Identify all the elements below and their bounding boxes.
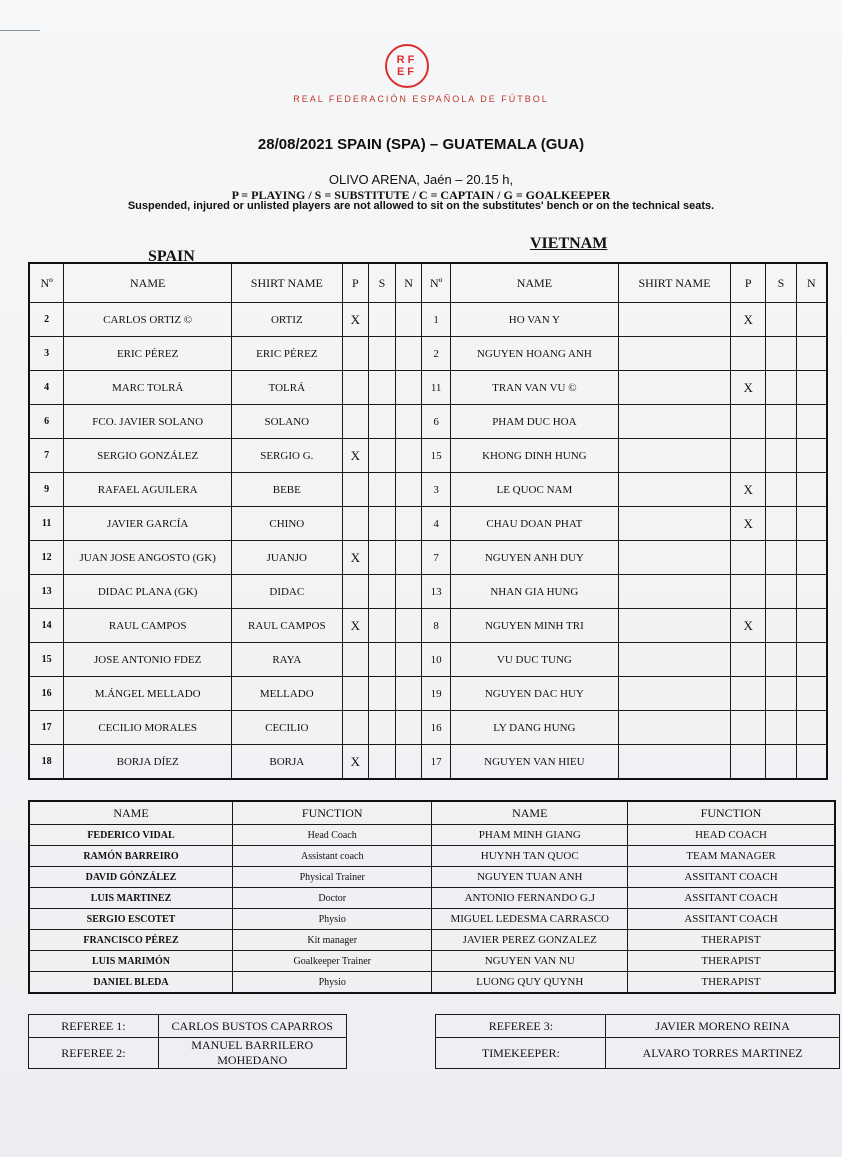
away-team-title: VIETNAM	[530, 235, 608, 252]
away-player-name: TRAN VAN VU ©	[450, 371, 618, 405]
home-col-name: NAME	[64, 263, 232, 303]
away-player-n-mark	[796, 541, 827, 575]
away-player-n-mark	[796, 575, 827, 609]
legend-line: P = PLAYING / S = SUBSTITUTE / C = CAPTAIN / G = GOALKEEPER	[231, 188, 611, 202]
away-staff-col-function: FUNCTION	[628, 801, 836, 825]
away-staff-name: MIGUEL LEDESMA CARRASCO	[432, 909, 628, 930]
home-staff-name: DAVID GÓNZÁLEZ	[29, 867, 232, 888]
staff-row	[29, 825, 835, 846]
home-player-name: JAVIER GARCÍA	[64, 507, 232, 541]
away-player-playing-mark	[731, 541, 766, 575]
referee2-label: REFEREE 2:	[29, 1038, 159, 1069]
home-player-shirt-name: SOLANO	[232, 405, 342, 439]
away-player-playing-mark: X	[731, 473, 766, 507]
home-staff-name: LUIS MARIMÓN	[29, 951, 232, 972]
home-player-name: CECILIO MORALES	[64, 711, 232, 745]
home-player-number: 13	[29, 575, 64, 609]
away-player-playing-mark	[731, 745, 766, 780]
home-player-n-mark	[395, 541, 422, 575]
home-player-substitute-mark	[369, 405, 396, 439]
away-player-name: NGUYEN HOANG ANH	[450, 337, 618, 371]
away-player-number: 11	[422, 371, 451, 405]
player-row	[29, 303, 827, 337]
away-player-name: NGUYEN ANH DUY	[450, 541, 618, 575]
away-player-name: NGUYEN DAC HUY	[450, 677, 618, 711]
home-player-number: 17	[29, 711, 64, 745]
away-player-playing-mark	[731, 711, 766, 745]
rfef-logo	[385, 44, 429, 88]
home-player-number: 12	[29, 541, 64, 575]
away-player-n-mark	[796, 303, 827, 337]
away-player-playing-mark: X	[731, 507, 766, 541]
home-player-number: 14	[29, 609, 64, 643]
away-player-number: 7	[422, 541, 451, 575]
player-row	[29, 643, 827, 677]
home-player-shirt-name: BORJA	[232, 745, 342, 780]
home-player-number: 6	[29, 405, 64, 439]
page-corner-line	[0, 0, 40, 31]
away-player-substitute-mark	[766, 609, 797, 643]
home-player-number: 4	[29, 371, 64, 405]
away-player-shirt-name	[618, 575, 731, 609]
players-table	[28, 262, 828, 780]
staff-row	[29, 867, 835, 888]
home-player-playing-mark: X	[342, 303, 369, 337]
player-row	[29, 405, 827, 439]
away-player-playing-mark	[731, 439, 766, 473]
home-player-substitute-mark	[369, 745, 396, 780]
away-staff-name: PHAM MINH GIANG	[432, 825, 628, 846]
home-player-playing-mark	[342, 507, 369, 541]
away-staff-function: TEAM MANAGER	[628, 846, 836, 867]
away-player-name: NGUYEN MINH TRI	[450, 609, 618, 643]
away-player-shirt-name	[618, 643, 731, 677]
away-player-n-mark	[796, 473, 827, 507]
away-player-n-mark	[796, 609, 827, 643]
away-player-number: 4	[422, 507, 451, 541]
warning-line: Suspended, injured or unlisted players are not allowed to sit on the substitutes' bench or on the technical seats.	[127, 200, 715, 212]
home-staff-function: Doctor	[232, 888, 432, 909]
home-staff-function: Assistant coach	[232, 846, 432, 867]
home-player-n-mark	[395, 337, 422, 371]
home-player-name: BORJA DÍEZ	[64, 745, 232, 780]
players-body	[29, 303, 827, 780]
home-player-playing-mark: X	[342, 439, 369, 473]
player-row	[29, 711, 827, 745]
home-player-n-mark	[395, 405, 422, 439]
home-player-name: JOSE ANTONIO FDEZ	[64, 643, 232, 677]
staff-header-row	[29, 801, 835, 825]
home-player-substitute-mark	[369, 371, 396, 405]
staff-table	[28, 800, 836, 994]
home-player-playing-mark: X	[342, 745, 369, 780]
away-staff-function: THERAPIST	[628, 951, 836, 972]
away-player-substitute-mark	[766, 575, 797, 609]
officials-gap	[346, 1015, 436, 1038]
officials-row-2	[29, 1038, 840, 1069]
home-player-substitute-mark	[369, 439, 396, 473]
home-player-n-mark	[395, 677, 422, 711]
away-staff-name: HUYNH TAN QUOC	[432, 846, 628, 867]
away-player-shirt-name	[618, 405, 731, 439]
player-row	[29, 337, 827, 371]
home-player-number: 16	[29, 677, 64, 711]
home-player-shirt-name: CECILIO	[232, 711, 342, 745]
player-row	[29, 439, 827, 473]
home-col-shirt: SHIRT NAME	[232, 263, 342, 303]
home-player-substitute-mark	[369, 303, 396, 337]
away-player-shirt-name	[618, 439, 731, 473]
player-row	[29, 507, 827, 541]
home-player-n-mark	[395, 711, 422, 745]
match-title: 28/08/2021 SPAIN (SPA) – GUATEMALA (GUA)	[257, 136, 585, 153]
home-player-playing-mark	[342, 711, 369, 745]
home-player-name: CARLOS ORTIZ ©	[64, 303, 232, 337]
staff-body	[29, 825, 835, 994]
home-player-n-mark	[395, 371, 422, 405]
away-player-substitute-mark	[766, 439, 797, 473]
player-row	[29, 609, 827, 643]
home-player-playing-mark	[342, 337, 369, 371]
home-player-shirt-name: TOLRÁ	[232, 371, 342, 405]
home-staff-function: Physio	[232, 909, 432, 930]
away-player-name: CHAU DOAN PHAT	[450, 507, 618, 541]
home-player-number: 3	[29, 337, 64, 371]
player-row	[29, 745, 827, 780]
away-player-shirt-name	[618, 337, 731, 371]
home-staff-function: Physical Trainer	[232, 867, 432, 888]
away-player-substitute-mark	[766, 405, 797, 439]
home-player-substitute-mark	[369, 677, 396, 711]
home-player-name: MARC TOLRÁ	[64, 371, 232, 405]
home-player-n-mark	[395, 303, 422, 337]
away-player-shirt-name	[618, 473, 731, 507]
away-player-n-mark	[796, 711, 827, 745]
home-player-shirt-name: RAUL CAMPOS	[232, 609, 342, 643]
away-player-playing-mark: X	[731, 303, 766, 337]
away-player-n-mark	[796, 507, 827, 541]
home-player-playing-mark: X	[342, 541, 369, 575]
away-player-playing-mark	[731, 405, 766, 439]
referee1-label: REFEREE 1:	[29, 1015, 159, 1038]
home-player-name: JUAN JOSE ANGOSTO (GK)	[64, 541, 232, 575]
home-player-substitute-mark	[369, 711, 396, 745]
home-player-substitute-mark	[369, 473, 396, 507]
home-staff-function: Physio	[232, 972, 432, 994]
home-player-n-mark	[395, 473, 422, 507]
away-player-shirt-name	[618, 303, 731, 337]
away-staff-function: ASSITANT COACH	[628, 867, 836, 888]
home-staff-name: DANIEL BLEDA	[29, 972, 232, 994]
away-player-name: VU DUC TUNG	[450, 643, 618, 677]
home-player-number: 9	[29, 473, 64, 507]
away-player-number: 8	[422, 609, 451, 643]
home-player-shirt-name: MELLADO	[232, 677, 342, 711]
home-player-shirt-name: ERIC PÉREZ	[232, 337, 342, 371]
player-row	[29, 473, 827, 507]
players-header-row	[29, 263, 827, 303]
home-player-number: 2	[29, 303, 64, 337]
home-player-number: 15	[29, 643, 64, 677]
home-player-playing-mark	[342, 371, 369, 405]
away-player-name: NGUYEN VAN HIEU	[450, 745, 618, 780]
home-player-number: 11	[29, 507, 64, 541]
away-col-name: NAME	[450, 263, 618, 303]
home-staff-function: Goalkeeper Trainer	[232, 951, 432, 972]
home-col-n: N	[395, 263, 422, 303]
player-row	[29, 677, 827, 711]
away-player-name: LY DANG HUNG	[450, 711, 618, 745]
home-staff-function: Head Coach	[232, 825, 432, 846]
away-player-number: 3	[422, 473, 451, 507]
home-col-p: P	[342, 263, 369, 303]
away-col-p: P	[731, 263, 766, 303]
home-player-number: 7	[29, 439, 64, 473]
home-player-shirt-name: SERGIO G.	[232, 439, 342, 473]
away-staff-function: THERAPIST	[628, 972, 836, 994]
away-player-playing-mark	[731, 677, 766, 711]
home-player-playing-mark	[342, 473, 369, 507]
away-player-playing-mark	[731, 337, 766, 371]
away-player-substitute-mark	[766, 677, 797, 711]
staff-row	[29, 909, 835, 930]
away-player-n-mark	[796, 643, 827, 677]
home-player-playing-mark	[342, 405, 369, 439]
away-player-substitute-mark	[766, 303, 797, 337]
staff-row	[29, 846, 835, 867]
away-player-name: HO VAN Y	[450, 303, 618, 337]
away-player-number: 2	[422, 337, 451, 371]
away-player-substitute-mark	[766, 643, 797, 677]
away-player-n-mark	[796, 677, 827, 711]
away-player-shirt-name	[618, 677, 731, 711]
away-player-shirt-name	[618, 541, 731, 575]
home-player-n-mark	[395, 745, 422, 780]
away-player-n-mark	[796, 439, 827, 473]
home-player-name: DIDAC PLANA (GK)	[64, 575, 232, 609]
away-player-number: 10	[422, 643, 451, 677]
home-player-shirt-name: JUANJO	[232, 541, 342, 575]
federation-name: REAL FEDERACIÓN ESPAÑOLA DE FÚTBOL	[293, 94, 549, 104]
away-player-number: 16	[422, 711, 451, 745]
venue-line: OLIVO ARENA, Jaén – 20.15 h,	[328, 172, 514, 187]
home-staff-name: SERGIO ESCOTET	[29, 909, 232, 930]
away-player-playing-mark	[731, 643, 766, 677]
home-col-s: S	[369, 263, 396, 303]
home-player-n-mark	[395, 575, 422, 609]
home-player-shirt-name: RAYA	[232, 643, 342, 677]
home-player-n-mark	[395, 609, 422, 643]
home-player-playing-mark: X	[342, 609, 369, 643]
away-staff-col-name: NAME	[432, 801, 628, 825]
away-player-substitute-mark	[766, 711, 797, 745]
away-player-number: 19	[422, 677, 451, 711]
away-player-shirt-name	[618, 371, 731, 405]
away-staff-name: NGUYEN TUAN ANH	[432, 867, 628, 888]
away-player-name: KHONG DINH HUNG	[450, 439, 618, 473]
away-staff-name: JAVIER PEREZ GONZALEZ	[432, 930, 628, 951]
home-player-n-mark	[395, 439, 422, 473]
home-player-name: FCO. JAVIER SOLANO	[64, 405, 232, 439]
home-staff-col-name: NAME	[29, 801, 232, 825]
home-player-substitute-mark	[369, 507, 396, 541]
home-player-name: RAFAEL AGUILERA	[64, 473, 232, 507]
timekeeper-name: ALVARO TORRES MARTINEZ	[606, 1038, 840, 1069]
home-player-name: SERGIO GONZÁLEZ	[64, 439, 232, 473]
away-player-n-mark	[796, 405, 827, 439]
away-player-name: NHAN GIA HUNG	[450, 575, 618, 609]
logo-text-top: RF	[396, 54, 418, 66]
home-player-shirt-name: BEBE	[232, 473, 342, 507]
away-player-substitute-mark	[766, 745, 797, 780]
timekeeper-label: TIMEKEEPER:	[436, 1038, 606, 1069]
away-player-substitute-mark	[766, 337, 797, 371]
home-staff-function: Kit manager	[232, 930, 432, 951]
away-col-n: N	[796, 263, 827, 303]
home-player-shirt-name: DIDAC	[232, 575, 342, 609]
away-col-shirt: SHIRT NAME	[618, 263, 731, 303]
away-staff-function: ASSITANT COACH	[628, 888, 836, 909]
away-player-n-mark	[796, 337, 827, 371]
officials-gap	[346, 1038, 436, 1069]
staff-row	[29, 951, 835, 972]
staff-row	[29, 888, 835, 909]
away-player-playing-mark: X	[731, 371, 766, 405]
home-staff-name: FRANCISCO PÉREZ	[29, 930, 232, 951]
home-player-substitute-mark	[369, 575, 396, 609]
away-player-playing-mark	[731, 575, 766, 609]
away-player-name: LE QUOC NAM	[450, 473, 618, 507]
home-player-n-mark	[395, 507, 422, 541]
away-player-substitute-mark	[766, 371, 797, 405]
away-staff-function: HEAD COACH	[628, 825, 836, 846]
home-player-playing-mark	[342, 677, 369, 711]
logo-text-bottom: EF	[396, 66, 418, 78]
officials-row-1	[29, 1015, 840, 1038]
away-player-number: 1	[422, 303, 451, 337]
away-player-playing-mark: X	[731, 609, 766, 643]
referee2-name: MANUEL BARRILERO MOHEDANO	[158, 1038, 346, 1069]
home-player-shirt-name: ORTIZ	[232, 303, 342, 337]
home-staff-name: LUIS MARTINEZ	[29, 888, 232, 909]
away-player-substitute-mark	[766, 473, 797, 507]
away-staff-function: THERAPIST	[628, 930, 836, 951]
away-col-s: S	[766, 263, 797, 303]
home-player-name: ERIC PÉREZ	[64, 337, 232, 371]
away-player-number: 6	[422, 405, 451, 439]
home-player-n-mark	[395, 643, 422, 677]
home-player-substitute-mark	[369, 337, 396, 371]
home-staff-name: RAMÓN BARREIRO	[29, 846, 232, 867]
home-team-title: SPAIN	[148, 248, 195, 265]
referee3-label: REFEREE 3:	[436, 1015, 606, 1038]
home-player-shirt-name: CHINO	[232, 507, 342, 541]
home-staff-col-function: FUNCTION	[232, 801, 432, 825]
player-row	[29, 575, 827, 609]
away-player-substitute-mark	[766, 541, 797, 575]
away-staff-name: NGUYEN VAN NU	[432, 951, 628, 972]
home-player-playing-mark	[342, 575, 369, 609]
home-staff-name: FEDERICO VIDAL	[29, 825, 232, 846]
away-player-number: 17	[422, 745, 451, 780]
home-player-substitute-mark	[369, 609, 396, 643]
player-row	[29, 371, 827, 405]
away-player-number: 15	[422, 439, 451, 473]
away-player-n-mark	[796, 745, 827, 780]
away-player-shirt-name	[618, 711, 731, 745]
home-player-playing-mark	[342, 643, 369, 677]
home-player-name: RAUL CAMPOS	[64, 609, 232, 643]
away-player-number: 13	[422, 575, 451, 609]
away-staff-name: ANTONIO FERNANDO G.J	[432, 888, 628, 909]
home-player-substitute-mark	[369, 643, 396, 677]
player-row	[29, 541, 827, 575]
home-player-number: 18	[29, 745, 64, 780]
away-staff-name: LUONG QUY QUYNH	[432, 972, 628, 994]
away-staff-function: ASSITANT COACH	[628, 909, 836, 930]
staff-row	[29, 972, 835, 994]
away-col-no: Nº	[422, 263, 451, 303]
away-player-name: PHAM DUC HOA	[450, 405, 618, 439]
referee3-name: JAVIER MORENO REINA	[606, 1015, 840, 1038]
away-player-shirt-name	[618, 609, 731, 643]
home-col-no: Nº	[29, 263, 64, 303]
referee1-name: CARLOS BUSTOS CAPARROS	[158, 1015, 346, 1038]
home-player-name: M.ÁNGEL MELLADO	[64, 677, 232, 711]
staff-row	[29, 930, 835, 951]
away-player-shirt-name	[618, 507, 731, 541]
home-player-substitute-mark	[369, 541, 396, 575]
away-player-shirt-name	[618, 745, 731, 780]
officials-table	[28, 1014, 840, 1069]
away-player-n-mark	[796, 371, 827, 405]
away-player-substitute-mark	[766, 507, 797, 541]
